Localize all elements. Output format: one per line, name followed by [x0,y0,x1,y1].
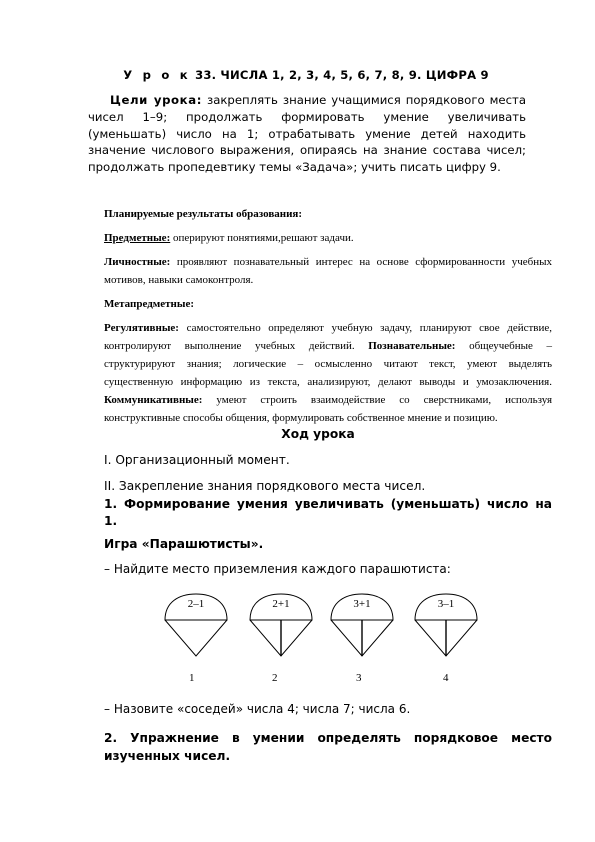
item-2-heading: 2. Упражнение в умении определять порядковое место изученных чисел. [104,731,552,763]
goals-label: Цели урока: [110,93,202,107]
section-2-heading: II. Закрепление знания порядкового места чисел. [104,479,426,493]
parachutists-figure [150,592,490,692]
parachute-3-expression: 3+1 [353,598,371,610]
parachute-2-expression: 2+1 [272,598,290,610]
outcomes-heading: Планируемые результаты образования: [104,208,303,220]
landing-number-1: 1 [189,672,195,684]
game-title: Игра «Парашютисты». [104,537,264,551]
task-find-landing: – Найдите место приземления каждого парашютиста: [104,562,451,576]
meta-heading: Метапредметные: [104,298,195,310]
landing-number-3: 3 [356,672,362,684]
landing-number-4: 4 [443,672,449,684]
title-prefix: У р о к [123,68,191,82]
personal-outcomes [104,253,552,289]
parachute-4-expression: 3–1 [437,598,455,610]
parachute-1-expression: 2–1 [187,598,205,610]
cognitive-label: Познавательные: [368,340,456,352]
subject-outcomes [104,229,554,247]
lesson-goals [88,92,526,176]
item-1-heading: 1. Формирование умения увеличивать (уменьшать) число на 1. [104,497,552,528]
parachute-2 [246,592,316,692]
communicative-text: умеют строить взаимодействие со сверстниками, используя конструктивные способы общения, формулировать собственное мнение и позицию. [104,394,552,424]
regulative-label: Регулятивные: [104,322,179,334]
lesson-course-heading: Ход урока [281,427,355,441]
meta-outcomes [104,319,552,427]
subject-label: Предметные: [104,232,171,244]
cognitive-text: общеучебные – структурируют знания; логические – осмысленно читают текст, умеют выделять существенную информацию из текста, анализируют, делают выводы и умозаключения. [104,340,552,388]
planned-outcomes [104,205,554,427]
task-name-neighbors: – Назовите «соседей» числа 4; числа 7; числа 6. [104,702,411,716]
lesson-title [86,68,526,82]
landing-number-2: 2 [272,672,278,684]
parachute-3 [327,592,397,692]
goals-text: закреплять знание учащимися порядкового места чисел 1–9; продолжать формировать умение увеличивать (уменьшать) число на 1; отрабатывать умение детей находить значение числового выражения, опираясь на знание состава чисел; продолжать пропедевтику темы «Задача»; учить писать цифру 9. [88,93,527,175]
regulative-text: самостоятельно определяют учебную задачу, планируют свое действие, контролируют выполнение учебных действий. [104,322,552,352]
communicative-label: Коммуникативные: [104,394,203,406]
parachute-1 [161,592,231,692]
personal-text: проявляют познавательный интерес на основе сформированности учебных мотивов, навыки самоконтроля. [104,256,552,286]
section-1-heading: I. Организационный момент. [104,453,290,467]
subject-text: оперируют понятиями,решают задачи. [172,232,354,244]
personal-label: Личностные: [104,256,171,268]
title-text: 33. ЧИСЛА 1, 2, 3, 4, 5, 6, 7, 8, 9. ЦИФРА 9 [195,68,489,82]
